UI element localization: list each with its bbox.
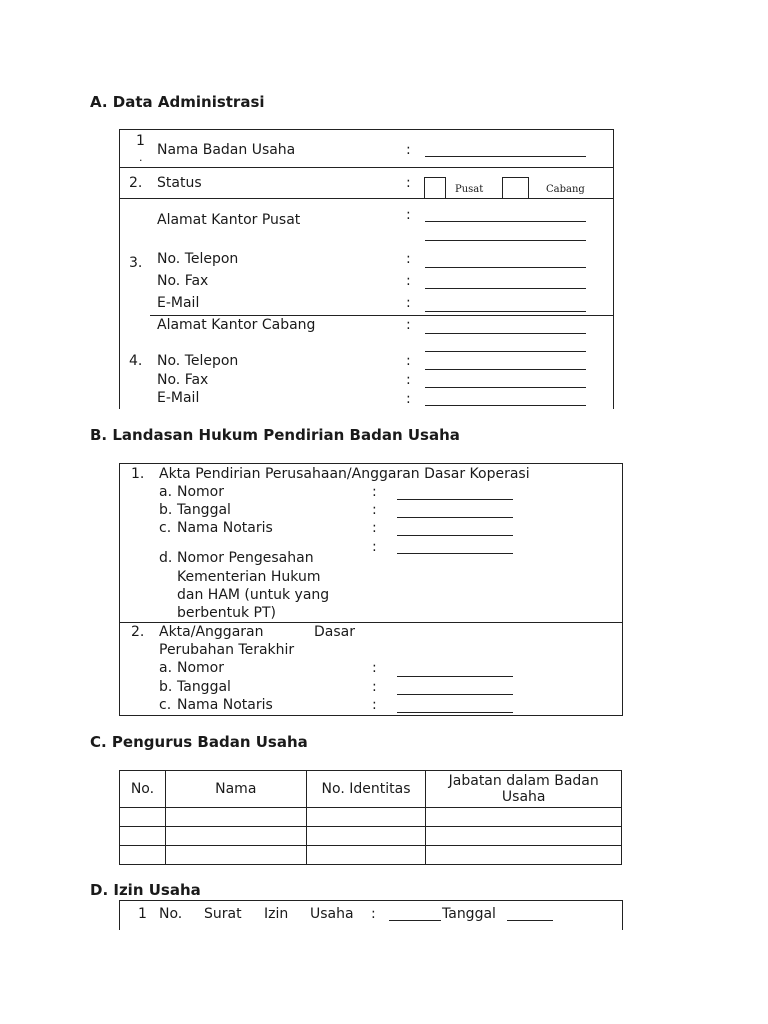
list-marker: d. [159, 550, 173, 566]
divider [119, 167, 614, 168]
section-c-title: C. Pengurus Badan Usaha [90, 733, 308, 751]
colon: : [406, 353, 411, 369]
nomor-pengesahan-field[interactable] [397, 553, 513, 554]
table-row [120, 846, 622, 865]
akta-perubahan-title-line2: Perubahan Terakhir [159, 642, 295, 658]
akta-pendirian-title: Akta Pendirian Perusahaan/Anggaran Dasar Koperasi [159, 466, 530, 482]
cabang-option-label: Cabang [546, 184, 585, 195]
alamat-kantor-cabang-label: Alamat Kantor Cabang [157, 317, 316, 333]
email-cabang-field[interactable] [425, 405, 586, 406]
pusat-option-label: Pusat [455, 184, 484, 195]
table-row [120, 827, 622, 846]
section-b-title: B. Landasan Hukum Pendirian Badan Usaha [90, 426, 460, 444]
colon: : [406, 295, 411, 311]
tanggal-field[interactable] [397, 517, 513, 518]
decorative-line [592, 198, 614, 199]
tanggal-label: Tanggal [177, 502, 231, 518]
row-number: 4. [129, 353, 143, 369]
colon: : [371, 906, 376, 922]
no-telepon-cabang-label: No. Telepon [157, 353, 239, 369]
cell-jabatan[interactable] [426, 827, 622, 846]
tanggal-field[interactable] [397, 694, 513, 695]
cell-identitas[interactable] [306, 808, 426, 827]
colon: : [406, 251, 411, 267]
nama-badan-usaha-label: Nama Badan Usaha [157, 142, 296, 158]
decorative-line [529, 198, 537, 199]
nomor-pengesahan-label: Nomor Pengesahan [177, 550, 314, 566]
section-a-title: A. Data Administrasi [90, 93, 265, 111]
row-number: 3. [129, 255, 143, 271]
cell-nama[interactable] [165, 827, 306, 846]
row-number-dot: . [139, 151, 143, 164]
izin-word-usaha: Usaha [310, 906, 354, 922]
col-header-nama: Nama [165, 771, 306, 808]
izin-word-surat: Surat [204, 906, 242, 922]
list-marker: a. [159, 660, 173, 676]
no-fax-pusat-label: No. Fax [157, 273, 209, 289]
colon: : [406, 372, 411, 388]
pengurus-table [119, 770, 622, 865]
item-number: 2. [131, 624, 145, 640]
status-label: Status [157, 175, 202, 191]
nama-badan-usaha-field[interactable] [425, 156, 586, 157]
divider [119, 622, 623, 623]
pusat-checkbox[interactable] [424, 177, 446, 199]
alamat-kantor-pusat-label: Alamat Kantor Pusat [157, 212, 301, 228]
cell-nama[interactable] [165, 808, 306, 827]
divider [150, 315, 614, 316]
akta-perubahan-title-part2: Dasar [314, 624, 355, 640]
colon: : [406, 391, 411, 407]
colon: : [406, 317, 411, 333]
col-header-jabatan [426, 771, 622, 808]
izin-word-no: No. [159, 906, 183, 922]
alamat-kantor-cabang-field[interactable] [425, 333, 586, 334]
nomor-field[interactable] [397, 676, 513, 677]
list-marker: a. [159, 484, 173, 500]
no-fax-pusat-field[interactable] [425, 288, 586, 289]
colon: : [372, 539, 377, 555]
no-telepon-cabang-field[interactable] [425, 369, 586, 370]
nama-notaris-field[interactable] [397, 712, 513, 713]
akta-perubahan-title: Akta/Anggaran [159, 624, 264, 640]
list-marker: c. [159, 520, 172, 536]
row-number: 1 [136, 133, 145, 149]
item-number: 1. [131, 466, 145, 482]
colon: : [406, 207, 411, 223]
row-number: 2. [129, 175, 143, 191]
nomor-label: Nomor [177, 484, 224, 500]
izin-word-izin: Izin [264, 906, 289, 922]
colon: : [372, 660, 377, 676]
nomor-pengesahan-label-line3: dan HAM (untuk yang [177, 587, 330, 603]
nomor-pengesahan-label-line4: berbentuk PT) [177, 605, 277, 621]
colon: : [406, 175, 411, 191]
cell-no[interactable] [120, 827, 166, 846]
nomor-field[interactable] [397, 499, 513, 500]
cell-no[interactable] [120, 846, 166, 865]
jabatan-header-line2: Usaha [501, 789, 546, 805]
no-telepon-pusat-label: No. Telepon [157, 251, 239, 267]
no-fax-cabang-label: No. Fax [157, 372, 209, 388]
no-fax-cabang-field[interactable] [425, 387, 586, 388]
colon: : [372, 502, 377, 518]
section-d-title: D. Izin Usaha [90, 881, 201, 899]
tanggal-label: Tanggal [442, 906, 496, 922]
alamat-kantor-pusat-field[interactable] [425, 221, 586, 222]
nama-notaris-label: Nama Notaris [177, 697, 273, 713]
colon: : [372, 484, 377, 500]
colon: : [406, 273, 411, 289]
cell-jabatan[interactable] [426, 808, 622, 827]
table-row [120, 808, 622, 827]
colon: : [372, 679, 377, 695]
cabang-checkbox[interactable] [502, 177, 529, 199]
email-cabang-label: E-Mail [157, 390, 200, 406]
tanggal-izin-field[interactable] [507, 920, 553, 921]
nama-notaris-field[interactable] [397, 535, 513, 536]
cell-no[interactable] [120, 808, 166, 827]
colon: : [406, 142, 411, 158]
cell-identitas[interactable] [306, 846, 426, 865]
col-header-identitas: No. Identitas [306, 771, 426, 808]
divider [119, 198, 614, 199]
decorative-line [491, 198, 501, 199]
email-pusat-label: E-Mail [157, 295, 200, 311]
cell-nama[interactable] [165, 846, 306, 865]
tanggal-label: Tanggal [177, 679, 231, 695]
list-marker: b. [159, 502, 173, 518]
email-pusat-field[interactable] [425, 311, 586, 312]
nomor-pengesahan-label-line2: Kementerian Hukum [177, 569, 321, 585]
list-marker: c. [159, 697, 172, 713]
no-surat-izin-field[interactable] [389, 920, 441, 921]
nomor-label: Nomor [177, 660, 224, 676]
no-telepon-pusat-field[interactable] [425, 267, 586, 268]
alamat-kantor-pusat-field-2[interactable] [425, 240, 586, 241]
nama-notaris-label: Nama Notaris [177, 520, 273, 536]
jabatan-header-line1: Jabatan dalam Badan [448, 773, 599, 789]
colon: : [372, 520, 377, 536]
row-number: 1 [138, 906, 147, 922]
cell-identitas[interactable] [306, 827, 426, 846]
colon: : [372, 697, 377, 713]
alamat-kantor-cabang-field-2[interactable] [425, 351, 586, 352]
table-header-row [120, 771, 622, 808]
list-marker: b. [159, 679, 173, 695]
col-header-no: No. [120, 771, 166, 808]
cell-jabatan[interactable] [426, 846, 622, 865]
